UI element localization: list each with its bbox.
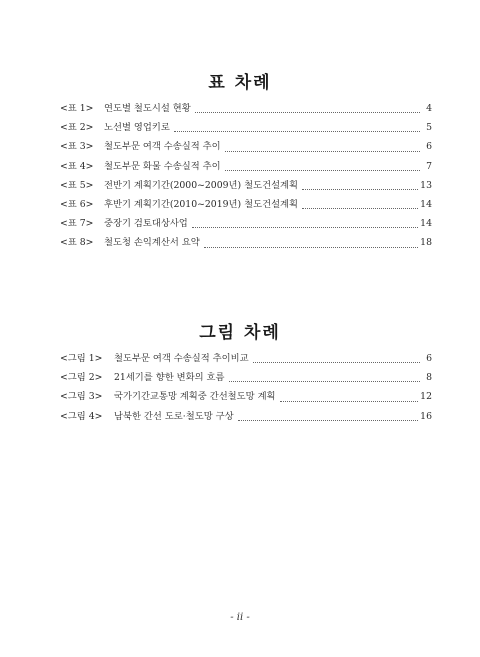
leader-dots xyxy=(253,362,420,363)
leader-dots xyxy=(229,381,420,382)
leader-dots xyxy=(225,151,420,152)
toc-page: 16 xyxy=(420,410,432,422)
leader-dots xyxy=(174,131,420,132)
toc-label: <그림 3> xyxy=(60,391,103,403)
toc-page: 8 xyxy=(426,372,432,384)
toc-row[interactable] xyxy=(60,119,432,138)
toc-page: 6 xyxy=(426,141,432,153)
toc-page: 5 xyxy=(426,122,432,134)
toc-row[interactable] xyxy=(60,350,432,369)
toc-row[interactable] xyxy=(60,158,432,177)
toc-page: 13 xyxy=(420,179,432,191)
toc-title: 남북한 간선 도로·철도망 구상 xyxy=(114,410,234,422)
leader-dots xyxy=(204,247,418,248)
toc-label: <표 2> xyxy=(60,122,94,134)
toc-label: <표 4> xyxy=(60,160,94,172)
toc-title: 철도부문 화물 수송실적 추이 xyxy=(104,160,221,172)
toc-title: 노선별 영업키로 xyxy=(104,122,170,134)
leader-dots xyxy=(280,401,419,402)
toc-title: 전반기 계획기간(2000~2009년) 철도건설계획 xyxy=(104,179,299,191)
toc-label: <표 1> xyxy=(60,103,94,114)
toc-label: <그림 2> xyxy=(60,372,103,384)
leader-dots xyxy=(238,420,419,421)
toc-row[interactable] xyxy=(60,196,432,215)
toc-title: 철도부문 여객 수송실적 추이비교 xyxy=(114,353,249,364)
leader-dots xyxy=(302,189,418,190)
toc-row[interactable] xyxy=(60,408,432,427)
toc-page: 7 xyxy=(426,160,432,172)
figures-list xyxy=(60,350,432,427)
toc-title: 후반기 계획기간(2010~2019년) 철도건설계획 xyxy=(104,198,299,210)
toc-row[interactable] xyxy=(60,215,432,234)
toc-title: 21세기를 향한 변화의 흐름 xyxy=(114,372,225,384)
toc-page: 12 xyxy=(420,391,432,403)
toc-row[interactable] xyxy=(60,369,432,388)
toc-page: 18 xyxy=(420,237,432,249)
toc-row[interactable] xyxy=(60,177,432,196)
toc-title: 철도청 손익계산서 요약 xyxy=(104,237,200,249)
toc-title: 철도부문 여객 수송실적 추이 xyxy=(104,141,221,153)
toc-label: <표 7> xyxy=(60,218,94,230)
toc-label: <그림 4> xyxy=(60,410,103,422)
toc-title: 중장기 검토대상사업 xyxy=(104,218,188,230)
toc-page: 6 xyxy=(426,353,432,364)
toc-page: 14 xyxy=(420,218,432,230)
leader-dots xyxy=(225,170,420,171)
toc-row[interactable] xyxy=(60,388,432,407)
toc-label: <표 3> xyxy=(60,141,94,153)
tables-list xyxy=(60,100,432,254)
toc-row[interactable] xyxy=(60,234,432,253)
toc-label: <그림 1> xyxy=(60,353,103,364)
toc-label: <표 8> xyxy=(60,237,94,249)
leader-dots xyxy=(302,208,418,209)
toc-label: <표 5> xyxy=(60,179,94,191)
page-number: - ii - xyxy=(230,612,250,623)
toc-label: <표 6> xyxy=(60,198,94,210)
toc-row[interactable] xyxy=(60,138,432,157)
leader-dots xyxy=(192,227,418,228)
leader-dots xyxy=(195,112,420,113)
figures-heading: 그림 차례 xyxy=(199,323,281,343)
toc-title: 연도별 철도시설 현황 xyxy=(104,103,191,114)
toc-title: 국가기간교통망 계획중 간선철도망 계획 xyxy=(114,391,276,403)
tables-heading: 표 차례 xyxy=(208,73,272,93)
toc-row[interactable] xyxy=(60,100,432,119)
toc-page: 4 xyxy=(426,103,432,114)
toc-page: 14 xyxy=(420,198,432,210)
